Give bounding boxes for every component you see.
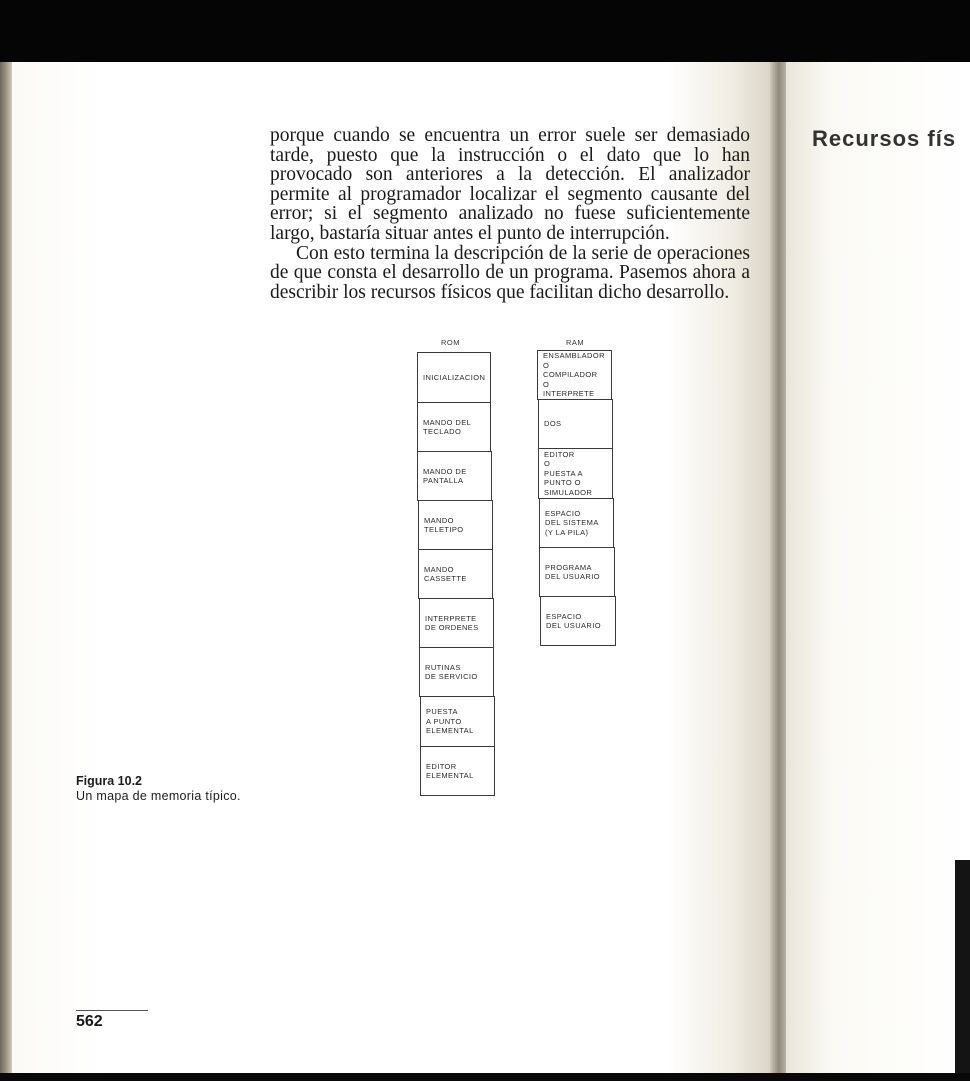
paragraph-1: porque cuando se encuentra un error suele ser demasiado tarde, puesto que la instrucción o el dato que lo han provocado son anteriores a la detección. El analizador permite al programador localizar el segmento causante del error; si el segmento analizado no fuese suficientemente largo, bastaría situar antes el punto de interrupción. <box>270 125 750 244</box>
body-text <box>270 126 750 302</box>
book-page-edges <box>0 62 12 1073</box>
rom-block: RUTINAS DE SERVICIO <box>419 647 494 697</box>
ram-title: RAM <box>566 338 585 347</box>
rom-block: MANDO TELETIPO <box>418 500 493 550</box>
right-page-heading: Recursos fís <box>812 126 957 151</box>
right-page <box>786 62 970 1073</box>
ram-block: PROGRAMA DEL USUARIO <box>539 547 615 597</box>
rom-block: PUESTA A PUNTO ELEMENTAL <box>420 696 495 747</box>
ram-block: ESPACIO DEL USUARIO <box>540 596 616 646</box>
rom-block: MANDO DEL TECLADO <box>417 402 491 452</box>
rom-title: ROM <box>441 338 460 347</box>
page-number-rule <box>76 1010 148 1011</box>
figure-caption <box>76 774 241 803</box>
rom-block: EDITOR ELEMENTAL <box>420 746 495 796</box>
caption-text: Un mapa de memoria típico. <box>76 789 241 803</box>
rom-block: INTERPRETE DE ORDENES <box>419 598 494 648</box>
book-gutter <box>770 62 786 1073</box>
rom-block: MANDO CASSETTE <box>418 549 493 599</box>
scan-corner-shadow <box>955 860 970 1073</box>
ram-block: ESPACIO DEL SISTEMA (Y LA PILA) <box>539 498 614 548</box>
caption-title: Figura 10.2 <box>76 774 142 788</box>
ram-block: DOS <box>538 399 613 449</box>
page-number: 562 <box>76 1013 103 1030</box>
scan-top-background <box>0 0 970 62</box>
ram-block: EDITOR O PUESTA A PUNTO O SIMULADOR <box>538 448 613 499</box>
paragraph-2: Con esto termina la descripción de la serie de operaciones de que consta el desarrollo de un programa. Pasemos ahora a describir los recursos físicos que facilitan dicho desarrollo. <box>270 242 750 303</box>
scan-bottom-background <box>0 1073 970 1081</box>
rom-block: MANDO DE PANTALLA <box>417 451 492 501</box>
rom-block: INICIALIZACION <box>417 352 491 403</box>
ram-block: ENSAMBLADOR O COMPILADOR O INTERPRETE <box>537 350 612 400</box>
